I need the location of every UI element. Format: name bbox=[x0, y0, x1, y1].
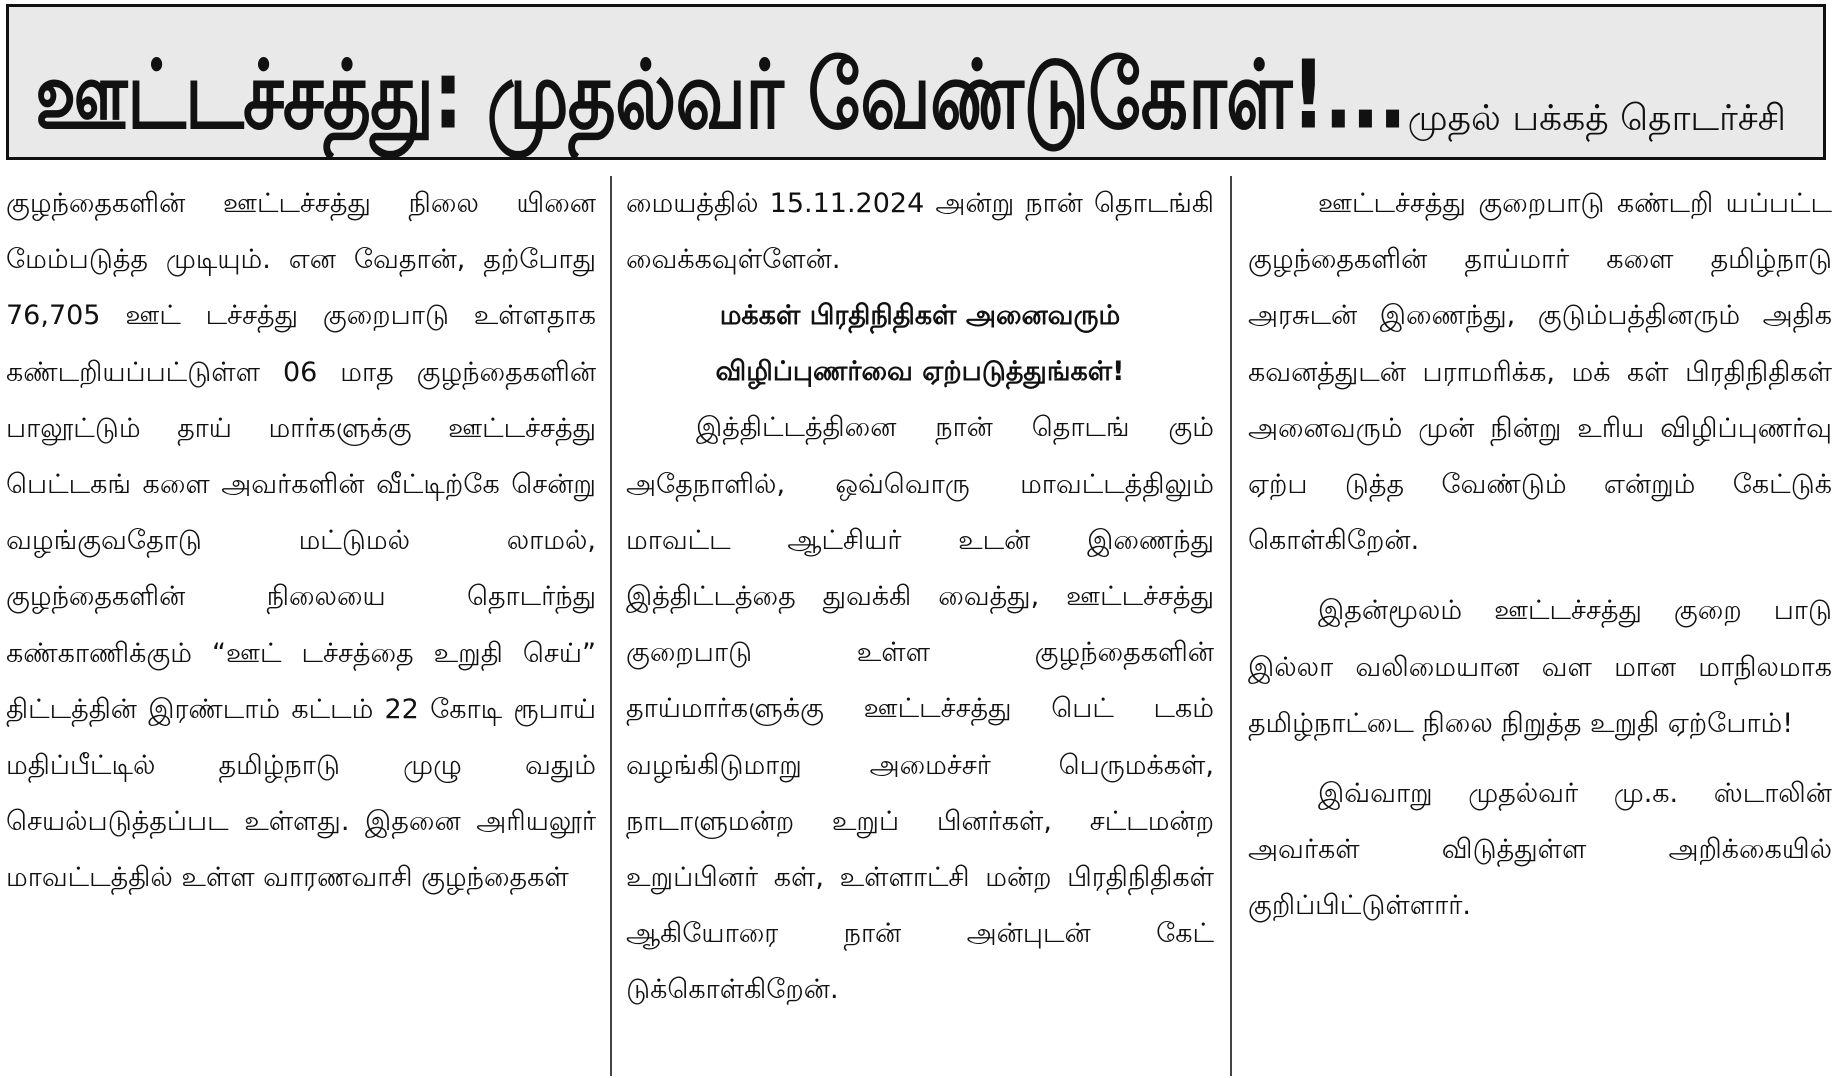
column1-paragraph-1: குழந்தைகளின் ஊட்டச்சத்து நிலை யினை மேம்படுத்த முடியும். என வேதான், தற்போது 76,705 ஊட் டச்சத்து குறைபாடு உள்ளதாக கண்டறியப்பட்டுள்ள 06 மாத குழந்தைகளின் பாலூட்டும் தாய் மார்களுக்கு ஊட்டச்சத்து பெட்டகங் களை அவர்களின் வீட்டிற்கே சென்று வழங்குவதோடு மட்டுமல் லாமல், குழந்தைகளின் நிலையை தொடர்ந்து கண்காணிக்கும் “ஊட் டச்சத்தை உறுதி செய்” திட்டத்தின் இரண்டாம் கட்டம் 22 கோடி ரூபாய் மதிப்பீட்டில் தமிழ்நாடு முழு வதும் செயல்படுத்தப்பட உள்ளது. இதனை அரியலூர் மாவட்டத்தில் உள்ள வாரணவாசி குழந்தைகள் bbox=[6, 188, 596, 894]
article-column-3 bbox=[1248, 176, 1832, 1076]
column2-paragraph-1: மையத்தில் 15.11.2024 அன்று நான் தொடங்கி வைக்கவுள்ளேன். bbox=[626, 188, 1214, 276]
column3-paragraph-1: ஊட்டச்சத்து குறைபாடு கண்டறி யப்பட்ட குழந்தைகளின் தாய்மார் களை தமிழ்நாடு அரசுடன் இணைந்து, குடும்பத்தினரும் அதிக கவனத்துடன் பராமரிக்க, மக் கள் பிரதிநிதிகள் அனைவரும் முன் நின்று உரிய விழிப்புணர்வு ஏற்ப டுத்த வேண்டும் என்றும் கேட்டுக் கொள்கிறேன். bbox=[1248, 188, 1832, 557]
column2-subheading: மக்கள் பிரதிநிதிகள் அனைவரும் விழிப்புணர்வை ஏற்படுத்துங்கள்! bbox=[715, 300, 1125, 388]
article-column-1 bbox=[6, 176, 596, 1076]
headline-title: ஊட்டச்சத்து: முதல்வர் வேண்டுகோள்!... bbox=[35, 40, 1406, 151]
column-divider-1 bbox=[610, 176, 612, 1076]
article-column-2 bbox=[626, 176, 1214, 1076]
column2-paragraph-2: இத்திட்டத்தினை நான் தொடங் கும் அதேநாளில், ஒவ்வொரு மாவட்டத்திலும் மாவட்ட ஆட்சியர் உடன் இணைந்து இத்திட்டத்தை துவக்கி வைத்து, ஊட்டச்சத்து குறைபாடு உள்ள குழந்தைகளின் தாய்மார்களுக்கு ஊட்டச்சத்து பெட் டகம் வழங்கிடுமாறு அமைச்சர் பெருமக்கள், நாடாளுமன்ற உறுப் பினர்கள், சட்டமன்ற உறுப்பினர் கள், உள்ளாட்சி மன்ற பிரதிநிதிகள் ஆகியோரை நான் அன்புடன் கேட் டுக்கொள்கிறேன். bbox=[626, 412, 1214, 1006]
column3-paragraph-2: இதன்மூலம் ஊட்டச்சத்து குறை பாடு இல்லா வலிமையான வள மான மாநிலமாக தமிழ்நாட்டை நிலை நிறுத்த உறுதி ஏற்போம்! bbox=[1248, 595, 1832, 739]
paragraph-gap bbox=[1248, 569, 1832, 583]
headline-continuation-label: முதல் பக்கத் தொடர்ச்சி bbox=[1407, 98, 1786, 139]
column-divider-2 bbox=[1230, 176, 1232, 1076]
column3-paragraph-3: இவ்வாறு முதல்வர் மு.க. ஸ்டாலின் அவர்கள் விடுத்துள்ள அறிக்கையில் குறிப்பிட்டுள்ளார். bbox=[1248, 778, 1832, 922]
headline-banner bbox=[6, 4, 1826, 160]
paragraph-gap bbox=[1248, 752, 1832, 766]
